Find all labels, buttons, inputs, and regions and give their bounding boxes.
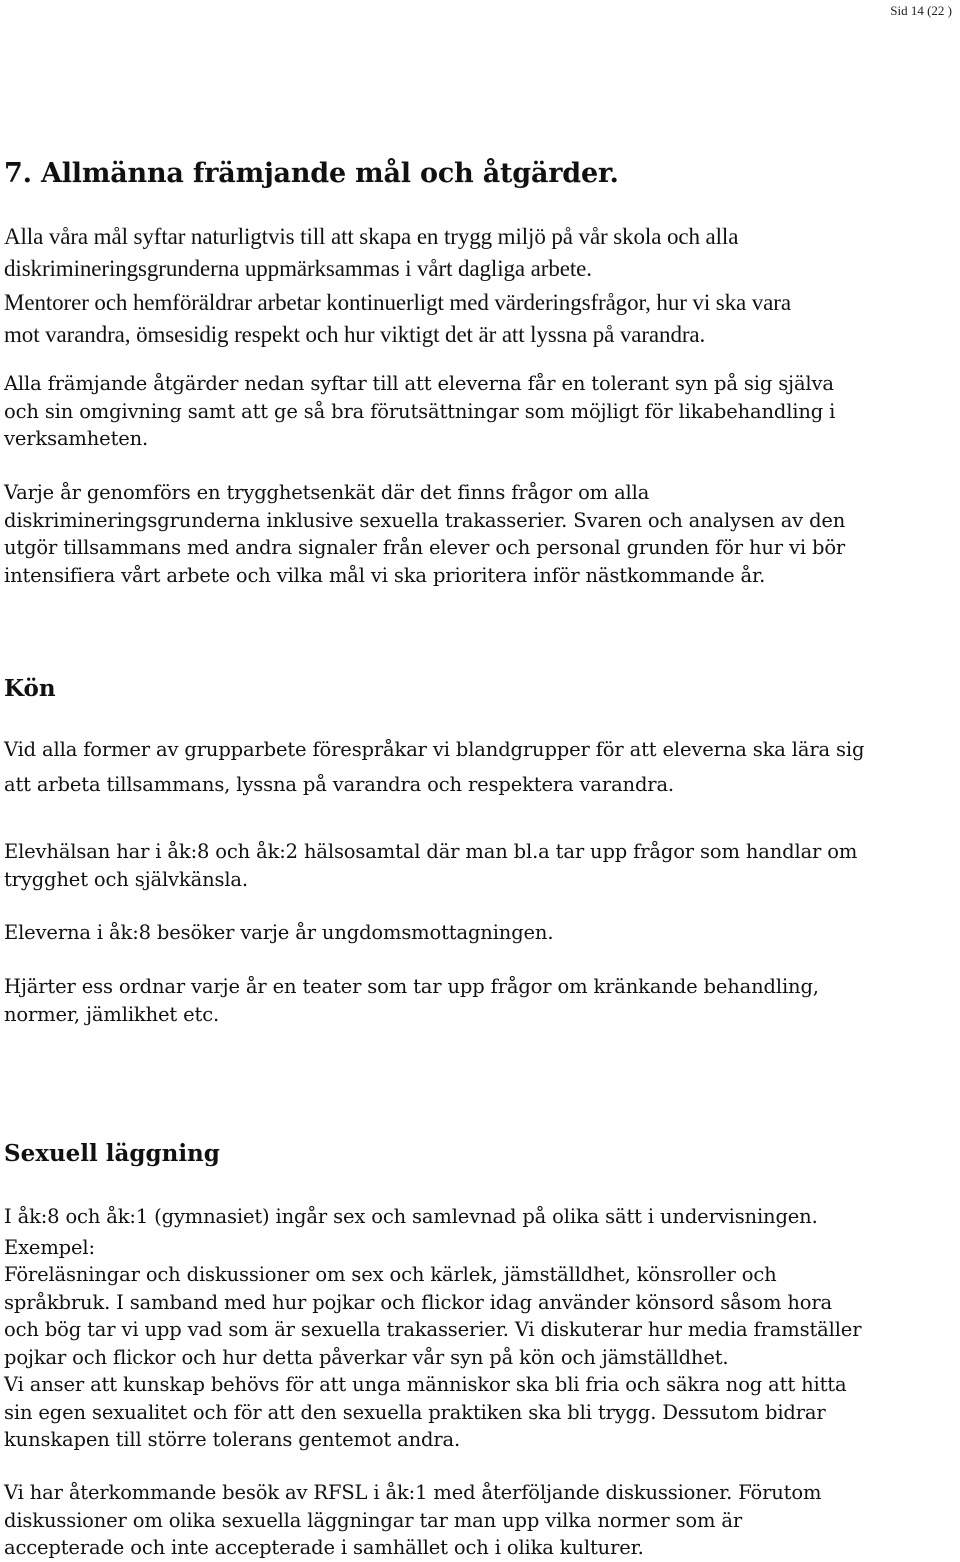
heading-kon: Kön	[4, 675, 56, 702]
paragraph-line: och bög tar vi upp vad som är sexuella trakasserier. Vi diskuterar hur media framställer	[4, 1318, 862, 1341]
kon-paragraph-theatre	[4, 973, 819, 1028]
paragraph-line: I åk:8 och åk:1 (gymnasiet) ingår sex och samlevnad på olika sätt i undervisningen.	[4, 1205, 818, 1228]
paragraph-line: Hjärter ess ordnar varje år en teater som tar upp frågor om kränkande behandling,	[4, 975, 819, 998]
paragraph-line: trygghet och självkänsla.	[4, 867, 248, 891]
heading-sexuell-laggning: Sexuell läggning	[4, 1140, 220, 1167]
paragraph-line: Vi har återkommande besök av RFSL i åk:1 med återföljande diskussioner. Förutom	[4, 1481, 822, 1504]
paragraph-line: språkbruk. I samband med hur pojkar och flickor idag använder könsord såsom hora	[4, 1290, 833, 1314]
paragraph-line: accepterade och inte accepterade i samhället och i olika kulturer.	[4, 1536, 644, 1559]
paragraph-line: pojkar och flickor och hur detta påverkar vår syn på kön och jämställdhet.	[4, 1345, 729, 1369]
paragraph-line: kunskapen till större tolerans gentemot andra.	[4, 1428, 461, 1451]
paragraph-line: verksamheten.	[4, 427, 149, 450]
paragraph-line: att arbeta tillsammans, lyssna på varandra och respektera varandra.	[4, 773, 674, 796]
paragraph-line: diskussioner om olika sexuella läggningar tar man upp vilka normer som är	[4, 1508, 743, 1532]
sexuell-paragraph-education	[4, 1203, 861, 1454]
intro-line: Mentorer och hemföräldrar arbetar kontinuerligt med värderingsfrågor, hur vi ska vara	[4, 290, 791, 315]
paragraph-line: och sin omgivning samt att ge så bra förutsättningar som möjligt för likabehandling i	[4, 399, 836, 423]
survey-paragraph	[4, 479, 845, 589]
paragraph-line: Vid alla former av grupparbete förespråkar vi blandgrupper för att eleverna ska lära sig	[4, 738, 865, 761]
kon-paragraph-health	[4, 838, 857, 893]
intro-paragraph-mentors	[4, 287, 791, 351]
intro-line: Alla våra mål syftar naturligtvis till att skapa en trygg miljö på vår skola och alla	[4, 224, 739, 249]
paragraph-line: Föreläsningar och diskussioner om sex och kärlek, jämställdhet, könsroller och	[4, 1263, 777, 1286]
intro-line: mot varandra, ömsesidig respekt och hur viktigt det är att lyssna på varandra.	[4, 322, 706, 347]
paragraph-line: Eleverna i åk:8 besöker varje år ungdomsmottagningen.	[4, 921, 554, 944]
paragraph-line: Exempel:	[4, 1235, 95, 1259]
intro-paragraph	[4, 221, 738, 285]
paragraph-line: Vi anser att kunskap behövs för att unga människor ska bli fria och säkra nog att hitta	[4, 1373, 847, 1396]
paragraph-line: Varje år genomförs en trygghetsenkät där det finns frågor om alla	[4, 481, 650, 504]
paragraph-line: sin egen sexualitet och för att den sexuella praktiken ska bli trygg. Dessutom bidrar	[4, 1400, 826, 1424]
section-title: 7. Allmänna främjande mål och åtgärder.	[4, 158, 619, 189]
page-number: Sid 14 (22 )	[890, 3, 952, 18]
paragraph-line: intensifiera vårt arbete och vilka mål vi ska prioritera inför nästkommande år.	[4, 563, 766, 587]
paragraph-line: normer, jämlikhet etc.	[4, 1002, 220, 1026]
paragraph-line: diskrimineringsgrunderna inklusive sexuella trakasserier. Svaren och analysen av den	[4, 508, 846, 532]
intro-line: diskrimineringsgrunderna uppmärksammas i vårt dagliga arbete.	[4, 256, 592, 281]
promotion-paragraph	[4, 370, 835, 453]
sexuell-paragraph-rfsl	[4, 1479, 821, 1562]
paragraph-line: Alla främjande åtgärder nedan syftar till att eleverna får en tolerant syn på sig själva	[4, 372, 834, 395]
paragraph-line: utgör tillsammans med andra signaler från elever och personal grunden för hur vi bör	[4, 536, 846, 559]
kon-paragraph-youth-clinic	[4, 919, 553, 947]
kon-paragraph-group-work	[4, 732, 864, 802]
paragraph-line: Elevhälsan har i åk:8 och åk:2 hälsosamtal där man bl.a tar upp frågor som handlar om	[4, 840, 858, 863]
